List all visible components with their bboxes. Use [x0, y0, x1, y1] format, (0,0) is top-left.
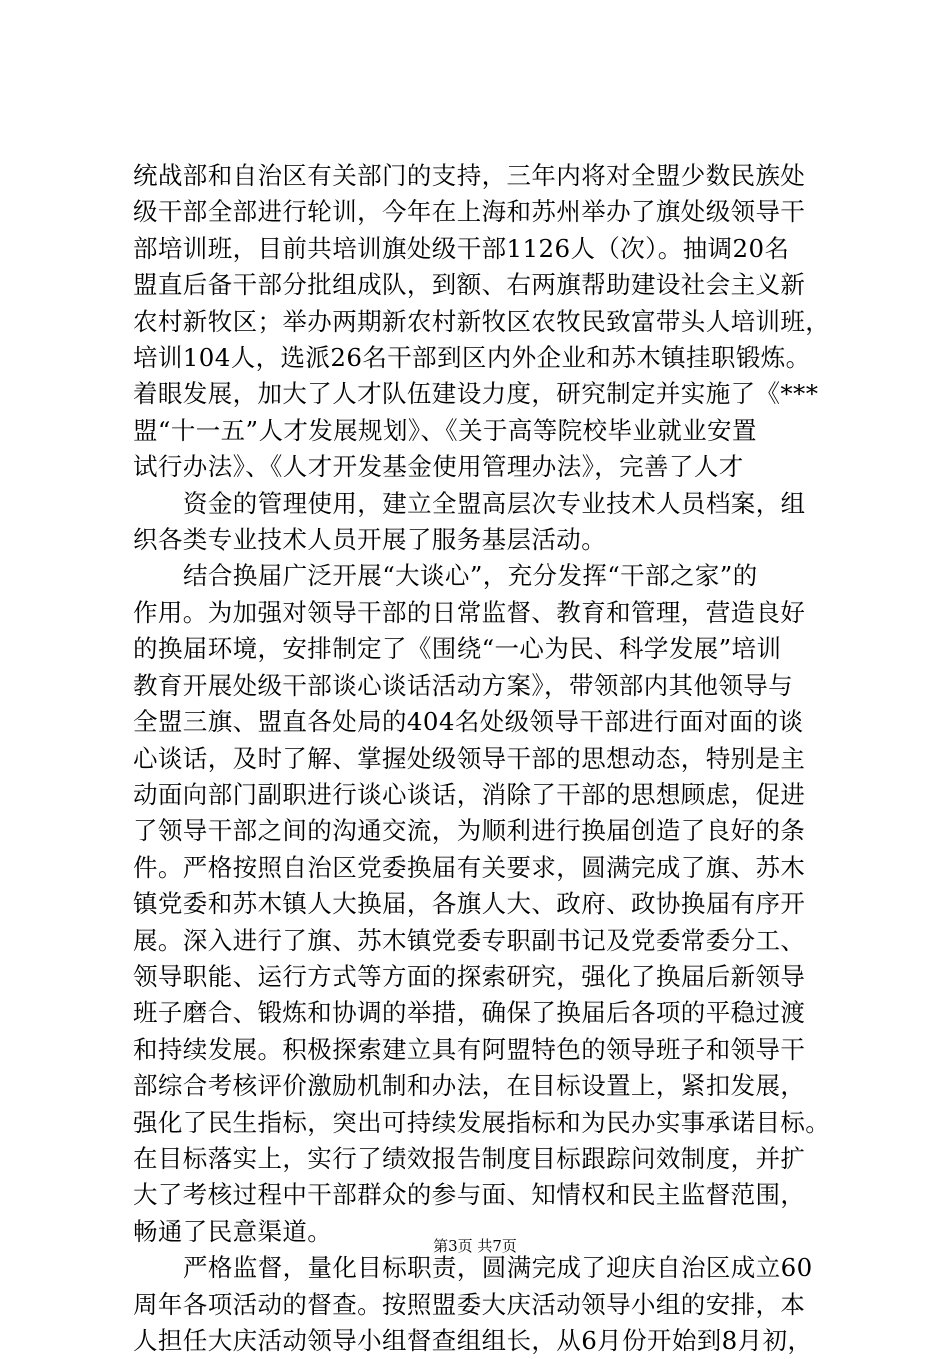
body-text [133, 158, 833, 1359]
text-line: 班子磨合、锻炼和协调的举措，确保了换届后各项的平稳过渡 [133, 998, 806, 1028]
text-line: 农村新牧区；举办两期新农村新牧区农牧民致富带头人培训班， [133, 306, 831, 336]
text-line: 试行办法》、《人才开发基金使用管理办法》，完善了人才 [133, 452, 744, 482]
text-line: 培训104人，选派26名干部到区内外企业和苏木镇挂职锻炼。 [133, 343, 811, 373]
text-line: 展。深入进行了旗、苏木镇党委专职副书记及党委常委分工、 [133, 925, 806, 955]
text-line: 领导职能、运行方式等方面的探索研究，强化了换届后新领导 [133, 961, 806, 991]
text-line: 强化了民生指标，突出可持续发展指标和为民办实事承诺目标。 [133, 1107, 831, 1137]
text-line: 织各类专业技术人员开展了服务基层活动。 [133, 525, 607, 555]
text-line: 教育开展处级干部谈心谈话活动方案》，带领部内其他领导与 [133, 670, 794, 700]
text-line: 作用。为加强对领导干部的日常监督、教育和管理，营造良好 [133, 597, 806, 627]
text-line: 了领导干部之间的沟通交流，为顺利进行换届创造了良好的条 [133, 816, 806, 846]
text-line: 镇党委和苏木镇人大换届，各旗人大、政府、政协换届有序开 [133, 889, 806, 919]
text-line: 周年各项活动的督查。按照盟委大庆活动领导小组的安排，本 [133, 1289, 806, 1319]
text-line: 盟直后备干部分批组成队，到额、右两旗帮助建设社会主义新 [133, 270, 806, 300]
text-line: 在目标落实上，实行了绩效报告制度目标跟踪问效制度，并扩 [133, 1143, 806, 1173]
paragraph-start-line: 资金的管理使用，建立全盟高层次专业技术人员档案，组 [183, 488, 806, 518]
paragraph-start-line: 严格监督，量化目标职责，圆满完成了迎庆自治区成立60 [183, 1253, 813, 1283]
text-line: 级干部全部进行轮训，今年在上海和苏州举办了旗处级领导干 [133, 197, 806, 227]
text-line: 人担任大庆活动领导小组督查组组长，从6月份开始到8月初， [133, 1326, 813, 1355]
text-line: 全盟三旗、盟直各处局的404名处级领导干部进行面对面的谈 [133, 707, 804, 737]
text-line: 动面向部门副职进行谈心谈话，消除了干部的思想顾虑，促进 [133, 779, 806, 809]
paragraph-start-line: 结合换届广泛开展“大谈心”，充分发挥“干部之家”的 [183, 561, 758, 591]
text-line: 大了考核过程中干部群众的参与面、知情权和民主监督范围， [133, 1180, 806, 1210]
text-line: 部综合考核评价激励机制和办法，在目标设置上，紧扣发展， [133, 1071, 806, 1101]
text-line: 盟“十一五”人才发展规划》、《关于高等院校毕业就业安置 [133, 415, 757, 445]
page-number: 第3页 共7页 [433, 1237, 517, 1255]
text-line: 心谈话，及时了解、掌握处级领导干部的思想动态，特别是主 [133, 743, 806, 773]
page-footer [0, 1236, 950, 1256]
text-line: 统战部和自治区有关部门的支持，三年内将对全盟少数民族处 [133, 161, 806, 190]
text-line: 的换届环境，安排制定了《围绕“一心为民、科学发展”培训 [133, 634, 782, 664]
text-line: 和持续发展。积极探索建立具有阿盟特色的领导班子和领导干 [133, 1034, 806, 1064]
text-line: 畅通了民意渠道。 [133, 1216, 333, 1246]
text-line: 着眼发展，加大了人才队伍建设力度，研究制定并实施了《*** [133, 379, 819, 409]
text-line: 部培训班，目前共培训旗处级干部1126人（次）。抽调20名 [133, 233, 790, 263]
text-line: 件。严格按照自治区党委换届有关要求，圆满完成了旗、苏木 [133, 852, 806, 882]
